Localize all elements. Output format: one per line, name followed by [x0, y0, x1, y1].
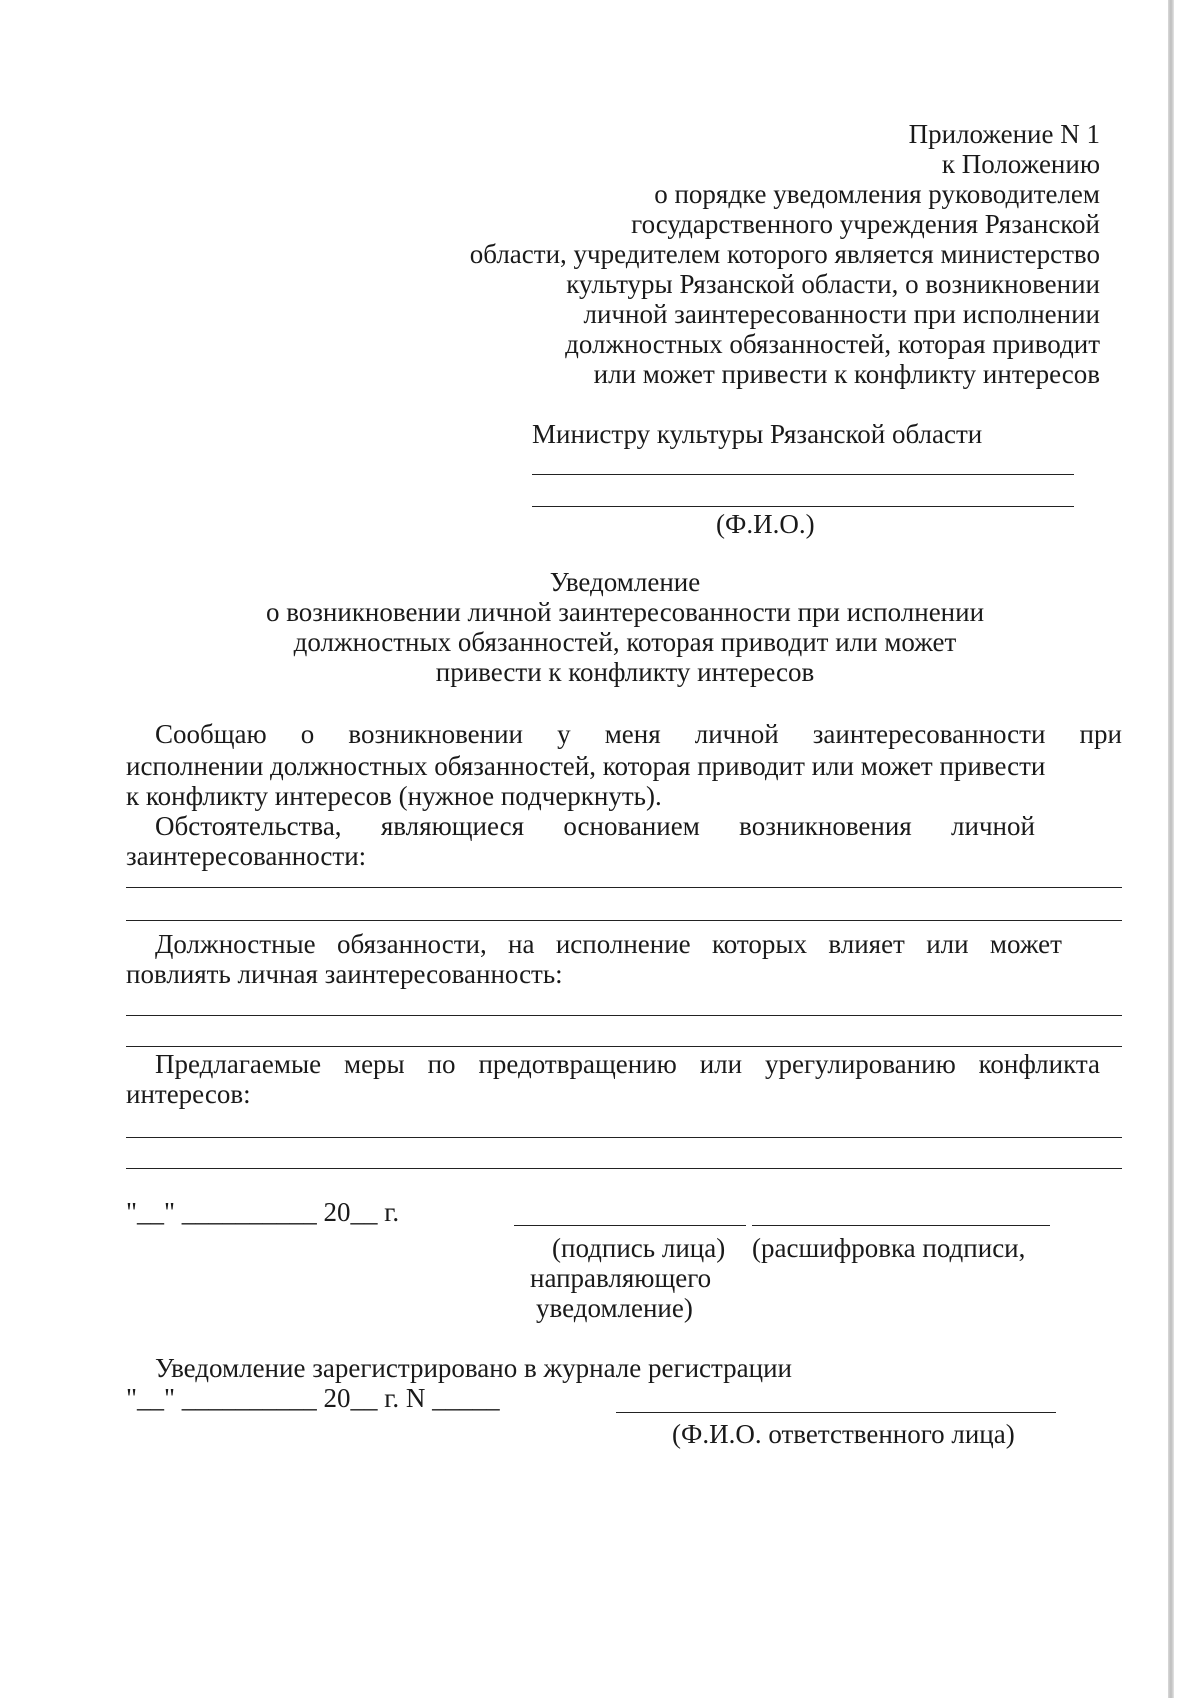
paragraph-1-line-2: исполнении должностных обязанностей, которая приводит или может привести	[126, 751, 1046, 781]
header-line: области, учредителем которого является министерство	[469, 239, 1100, 269]
word: Должностные	[155, 929, 316, 959]
word: урегулированию	[765, 1049, 956, 1079]
word: предотвращению	[478, 1049, 677, 1079]
header-line: должностных обязанностей, которая приводит	[565, 329, 1100, 359]
word: или	[699, 1049, 743, 1079]
circumstances-fill-line-1[interactable]	[126, 887, 1122, 888]
word: возникновения	[739, 811, 912, 841]
word: обязанности,	[337, 929, 487, 959]
signature-date[interactable]: "__" __________ 20__ г.	[126, 1197, 400, 1227]
word: Предлагаемые	[155, 1049, 322, 1079]
word: Сообщаю	[155, 719, 267, 749]
header-line: к Положению	[941, 149, 1100, 179]
word: являющиеся	[380, 811, 525, 841]
header-line: личной заинтересованности при исполнении	[583, 299, 1100, 329]
header-line: или может привести к конфликту интересов	[593, 359, 1100, 389]
word: на	[508, 929, 535, 959]
header-line: культуры Рязанской области, о возникновении	[566, 269, 1100, 299]
word: у	[557, 719, 571, 749]
signature-caption-cont: направляющего	[530, 1263, 712, 1293]
document-subtitle-line: привести к конфликту интересов	[435, 657, 815, 687]
measures-fill-line-2[interactable]	[126, 1168, 1122, 1169]
header-line: государственного учреждения Рязанской	[631, 209, 1100, 239]
paragraph-1-line-3: к конфликту интересов (нужное подчеркнуть).	[126, 781, 662, 811]
registration-text: Уведомление зарегистрировано в журнале регистрации	[155, 1353, 792, 1383]
word: Обстоятельства,	[155, 811, 342, 841]
word: исполнение	[555, 929, 691, 959]
signature-caption: (подпись лица)	[552, 1233, 726, 1263]
paragraph-4-line-2: интересов:	[126, 1079, 251, 1109]
header-line: о порядке уведомления руководителем	[654, 179, 1100, 209]
page-edge-shadow	[1168, 0, 1174, 1698]
registration-date-number[interactable]: "__" __________ 20__ г. N _____	[126, 1383, 500, 1413]
word: основанием	[563, 811, 700, 841]
word: может	[989, 929, 1062, 959]
circumstances-fill-line-2[interactable]	[126, 920, 1122, 921]
word: влияет	[828, 929, 905, 959]
fio-caption: (Ф.И.О.)	[716, 509, 815, 539]
addressee-fio-line-2[interactable]	[532, 506, 1074, 507]
addressee-fio-line-1[interactable]	[532, 474, 1074, 475]
header-line: Приложение N 1	[908, 119, 1100, 149]
addressee-text: Министру культуры Рязанской области	[532, 419, 983, 449]
duties-fill-line-2[interactable]	[126, 1046, 1122, 1047]
word: личной	[694, 719, 779, 749]
document-title: Уведомление	[549, 567, 701, 597]
word: или	[926, 929, 969, 959]
duties-fill-line-1[interactable]	[126, 1015, 1122, 1016]
document-subtitle-line: должностных обязанностей, которая приводит или может	[293, 627, 957, 657]
paragraph-2-line-1	[155, 810, 1035, 842]
measures-fill-line-1[interactable]	[126, 1137, 1122, 1138]
word: меры	[343, 1049, 405, 1079]
word: заинтересованности	[812, 719, 1046, 749]
document-subtitle-line: о возникновении личной заинтересованности при исполнении	[265, 597, 985, 627]
signature-caption-cont: уведомление)	[536, 1293, 693, 1323]
paragraph-2-line-2: заинтересованности:	[126, 841, 367, 871]
signature-line[interactable]	[514, 1225, 746, 1226]
word: по	[427, 1049, 456, 1079]
responsible-caption: (Ф.И.О. ответственного лица)	[672, 1419, 1015, 1449]
word: меня	[604, 719, 661, 749]
paragraph-1-line-1	[155, 718, 1122, 750]
word: о	[300, 719, 315, 749]
paragraph-3-line-1	[155, 928, 1062, 960]
signature-decode-caption: (расшифровка подписи,	[752, 1233, 1026, 1263]
word: личной	[951, 811, 1035, 841]
paragraph-4-line-1	[155, 1048, 1100, 1080]
signature-decode-line[interactable]	[752, 1225, 1050, 1226]
word: возникновении	[348, 719, 524, 749]
responsible-fio-line[interactable]	[616, 1412, 1056, 1413]
word: которых	[712, 929, 807, 959]
word: конфликта	[978, 1049, 1100, 1079]
word: при	[1079, 719, 1122, 749]
paragraph-3-line-2: повлиять личная заинтересованность:	[126, 959, 563, 989]
